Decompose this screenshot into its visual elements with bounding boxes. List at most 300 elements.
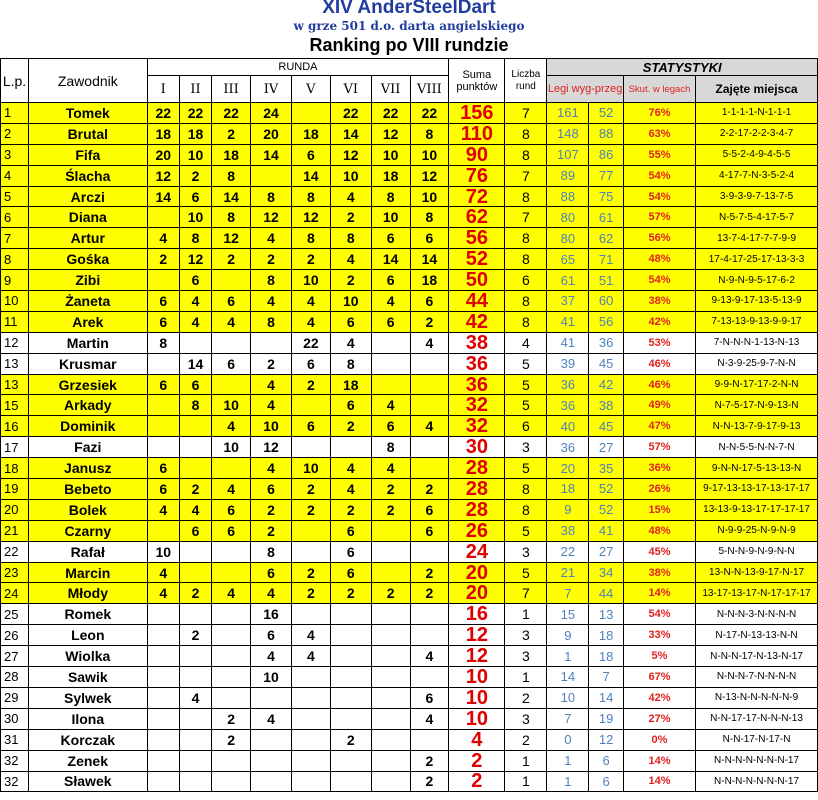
legs-efficiency: 27% bbox=[623, 708, 695, 729]
round-score-4: 8 bbox=[251, 270, 292, 291]
points-sum: 72 bbox=[449, 186, 505, 207]
round-score-2: 2 bbox=[179, 165, 211, 186]
round-score-4: 12 bbox=[251, 207, 292, 228]
round-score-3 bbox=[212, 562, 251, 583]
round-score-1: 14 bbox=[147, 186, 179, 207]
legs-won: 40 bbox=[547, 416, 589, 437]
round-score-7: 10 bbox=[371, 207, 410, 228]
round-score-3 bbox=[212, 667, 251, 688]
legs-won: 65 bbox=[547, 249, 589, 270]
round-score-4: 2 bbox=[251, 353, 292, 374]
points-sum: 56 bbox=[449, 228, 505, 249]
row-lp: 20 bbox=[1, 499, 29, 520]
round-score-3: 8 bbox=[212, 207, 251, 228]
round-score-8: 8 bbox=[410, 207, 449, 228]
round-score-4 bbox=[251, 165, 292, 186]
rounds-count: 3 bbox=[505, 541, 547, 562]
round-score-7 bbox=[371, 353, 410, 374]
round-score-3 bbox=[212, 332, 251, 353]
round-score-8: 2 bbox=[410, 479, 449, 500]
legs-won: 7 bbox=[547, 708, 589, 729]
legs-efficiency: 49% bbox=[623, 395, 695, 416]
round-score-6: 4 bbox=[330, 458, 371, 479]
legs-efficiency: 57% bbox=[623, 437, 695, 458]
round-score-6 bbox=[330, 708, 371, 729]
round-score-6: 2 bbox=[330, 499, 371, 520]
round-score-5: 8 bbox=[291, 228, 330, 249]
player-name: Janusz bbox=[29, 458, 148, 479]
player-name: Arkady bbox=[29, 395, 148, 416]
round-score-2: 10 bbox=[179, 207, 211, 228]
round-score-4: 10 bbox=[251, 667, 292, 688]
round-score-6 bbox=[330, 625, 371, 646]
table-row bbox=[1, 604, 818, 625]
row-lp: 7 bbox=[1, 228, 29, 249]
places-taken: N-N-N-7-N-N-N-N bbox=[696, 667, 818, 688]
points-sum: 42 bbox=[449, 311, 505, 332]
round-score-3: 18 bbox=[212, 144, 251, 165]
player-name: Krusmar bbox=[29, 353, 148, 374]
player-name: Tomek bbox=[29, 103, 148, 124]
round-score-7: 2 bbox=[371, 499, 410, 520]
round-score-5 bbox=[291, 541, 330, 562]
round-score-8: 2 bbox=[410, 583, 449, 604]
player-name: Korczak bbox=[29, 729, 148, 750]
table-row bbox=[1, 499, 818, 520]
rounds-count: 7 bbox=[505, 165, 547, 186]
round-score-3 bbox=[212, 374, 251, 395]
round-score-4: 6 bbox=[251, 562, 292, 583]
legs-efficiency: 42% bbox=[623, 687, 695, 708]
table-row bbox=[1, 708, 818, 729]
header-liczba-rund: Liczba rund bbox=[505, 59, 547, 103]
round-score-1 bbox=[147, 667, 179, 688]
places-taken: 2-2-17-2-2-3-4-7 bbox=[696, 123, 818, 144]
round-score-7: 18 bbox=[371, 165, 410, 186]
legs-won: 148 bbox=[547, 123, 589, 144]
places-taken: N-N-N-N-N-N-N-17 bbox=[696, 750, 818, 771]
table-row bbox=[1, 729, 818, 750]
round-score-2 bbox=[179, 750, 211, 771]
round-score-1: 22 bbox=[147, 103, 179, 124]
legs-won: 88 bbox=[547, 186, 589, 207]
round-score-1 bbox=[147, 395, 179, 416]
row-lp: 29 bbox=[1, 687, 29, 708]
rounds-count: 8 bbox=[505, 249, 547, 270]
places-taken: N-N-17-N-17-N bbox=[696, 729, 818, 750]
places-taken: N-N-N-3-N-N-N-N bbox=[696, 604, 818, 625]
places-taken: 5-N-N-9-N-9-N-N bbox=[696, 541, 818, 562]
rounds-count: 6 bbox=[505, 416, 547, 437]
round-score-4: 4 bbox=[251, 646, 292, 667]
row-lp: 2 bbox=[1, 123, 29, 144]
row-lp: 26 bbox=[1, 625, 29, 646]
table-row bbox=[1, 103, 818, 124]
round-score-5: 10 bbox=[291, 270, 330, 291]
round-score-5: 2 bbox=[291, 562, 330, 583]
table-row bbox=[1, 332, 818, 353]
ranking-body bbox=[1, 103, 818, 792]
round-score-3 bbox=[212, 604, 251, 625]
round-score-4: 12 bbox=[251, 437, 292, 458]
table-row bbox=[1, 311, 818, 332]
places-taken: 17-4-17-25-17-13-3-3 bbox=[696, 249, 818, 270]
round-score-2: 14 bbox=[179, 353, 211, 374]
row-lp: 3 bbox=[1, 144, 29, 165]
round-score-5: 4 bbox=[291, 291, 330, 312]
legs-won: 36 bbox=[547, 374, 589, 395]
legs-won: 1 bbox=[547, 646, 589, 667]
row-lp: 25 bbox=[1, 604, 29, 625]
rounds-count: 3 bbox=[505, 708, 547, 729]
round-score-3: 4 bbox=[212, 479, 251, 500]
round-score-8 bbox=[410, 729, 449, 750]
legs-efficiency: 42% bbox=[623, 311, 695, 332]
round-score-3: 4 bbox=[212, 583, 251, 604]
round-score-4 bbox=[251, 332, 292, 353]
round-score-7 bbox=[371, 520, 410, 541]
player-name: Zenek bbox=[29, 750, 148, 771]
places-taken: 4-17-7-N-3-5-2-4 bbox=[696, 165, 818, 186]
legs-efficiency: 14% bbox=[623, 583, 695, 604]
round-score-6: 2 bbox=[330, 583, 371, 604]
places-taken: 3-9-3-9-7-13-7-5 bbox=[696, 186, 818, 207]
round-score-1: 20 bbox=[147, 144, 179, 165]
round-score-6: 2 bbox=[330, 416, 371, 437]
rounds-count: 8 bbox=[505, 228, 547, 249]
header-lp: L.p. bbox=[1, 59, 29, 103]
round-score-3: 6 bbox=[212, 499, 251, 520]
round-score-7: 2 bbox=[371, 479, 410, 500]
table-row bbox=[1, 437, 818, 458]
table-row bbox=[1, 479, 818, 500]
legs-won: 38 bbox=[547, 520, 589, 541]
round-score-8: 6 bbox=[410, 499, 449, 520]
round-score-5: 12 bbox=[291, 207, 330, 228]
round-score-7 bbox=[371, 541, 410, 562]
round-score-7: 8 bbox=[371, 437, 410, 458]
round-score-5: 2 bbox=[291, 479, 330, 500]
header-zajete: Zajęte miejsca bbox=[696, 76, 818, 103]
table-row bbox=[1, 771, 818, 792]
round-score-2 bbox=[179, 729, 211, 750]
legs-won: 89 bbox=[547, 165, 589, 186]
round-score-3 bbox=[212, 771, 251, 792]
round-score-5 bbox=[291, 103, 330, 124]
round-score-6: 2 bbox=[330, 207, 371, 228]
round-score-7: 2 bbox=[371, 583, 410, 604]
legs-won: 1 bbox=[547, 750, 589, 771]
rounds-count: 8 bbox=[505, 186, 547, 207]
points-sum: 2 bbox=[449, 771, 505, 792]
legs-won: 7 bbox=[547, 583, 589, 604]
player-name: Młody bbox=[29, 583, 148, 604]
row-lp: 4 bbox=[1, 165, 29, 186]
rounds-count: 3 bbox=[505, 625, 547, 646]
row-lp: 21 bbox=[1, 520, 29, 541]
rounds-count: 1 bbox=[505, 750, 547, 771]
places-taken: 13-7-4-17-7-7-9-9 bbox=[696, 228, 818, 249]
round-score-6 bbox=[330, 771, 371, 792]
header-legi: Legi wyg-przeg bbox=[547, 76, 624, 103]
round-score-2 bbox=[179, 458, 211, 479]
rounds-count: 8 bbox=[505, 144, 547, 165]
round-score-3 bbox=[212, 270, 251, 291]
points-sum: 110 bbox=[449, 123, 505, 144]
round-score-7 bbox=[371, 687, 410, 708]
legs-won: 36 bbox=[547, 437, 589, 458]
points-sum: 10 bbox=[449, 708, 505, 729]
round-score-6: 6 bbox=[330, 562, 371, 583]
legs-lost: 60 bbox=[589, 291, 623, 312]
round-score-3: 6 bbox=[212, 520, 251, 541]
player-name: Czarny bbox=[29, 520, 148, 541]
round-score-5: 2 bbox=[291, 249, 330, 270]
round-score-7: 4 bbox=[371, 458, 410, 479]
table-row bbox=[1, 520, 818, 541]
round-score-3: 10 bbox=[212, 437, 251, 458]
round-score-6: 8 bbox=[330, 353, 371, 374]
round-score-6: 12 bbox=[330, 144, 371, 165]
table-row bbox=[1, 541, 818, 562]
legs-lost: 6 bbox=[589, 750, 623, 771]
round-score-1 bbox=[147, 729, 179, 750]
table-row bbox=[1, 646, 818, 667]
legs-lost: 41 bbox=[589, 520, 623, 541]
places-taken: N-3-9-25-9-7-N-N bbox=[696, 353, 818, 374]
points-sum: 4 bbox=[449, 729, 505, 750]
legs-won: 10 bbox=[547, 687, 589, 708]
legs-won: 0 bbox=[547, 729, 589, 750]
round-score-4: 10 bbox=[251, 416, 292, 437]
legs-lost: 27 bbox=[589, 437, 623, 458]
round-score-1: 6 bbox=[147, 311, 179, 332]
round-score-2: 12 bbox=[179, 249, 211, 270]
round-score-3: 2 bbox=[212, 249, 251, 270]
round-score-7: 6 bbox=[371, 311, 410, 332]
legs-efficiency: 45% bbox=[623, 541, 695, 562]
legs-won: 21 bbox=[547, 562, 589, 583]
table-row bbox=[1, 207, 818, 228]
round-score-1: 4 bbox=[147, 499, 179, 520]
round-score-3 bbox=[212, 458, 251, 479]
round-score-2: 2 bbox=[179, 625, 211, 646]
places-taken: 7-13-13-9-13-9-9-17 bbox=[696, 311, 818, 332]
round-score-7 bbox=[371, 562, 410, 583]
round-score-4: 4 bbox=[251, 374, 292, 395]
row-lp: 5 bbox=[1, 186, 29, 207]
places-taken: 1-1-1-1-N-1-1-1 bbox=[696, 103, 818, 124]
table-row bbox=[1, 562, 818, 583]
round-score-2: 8 bbox=[179, 228, 211, 249]
round-score-7: 8 bbox=[371, 186, 410, 207]
rounds-count: 8 bbox=[505, 291, 547, 312]
round-score-6 bbox=[330, 687, 371, 708]
points-sum: 44 bbox=[449, 291, 505, 312]
round-score-6: 4 bbox=[330, 186, 371, 207]
round-score-3 bbox=[212, 541, 251, 562]
rounds-count: 6 bbox=[505, 270, 547, 291]
round-score-7: 4 bbox=[371, 291, 410, 312]
round-score-1: 4 bbox=[147, 562, 179, 583]
row-lp: 31 bbox=[1, 729, 29, 750]
round-score-2 bbox=[179, 416, 211, 437]
round-score-5 bbox=[291, 520, 330, 541]
legs-won: 18 bbox=[547, 479, 589, 500]
player-name: Zibi bbox=[29, 270, 148, 291]
points-sum: 76 bbox=[449, 165, 505, 186]
round-score-3 bbox=[212, 625, 251, 646]
rounds-count: 5 bbox=[505, 353, 547, 374]
round-score-5 bbox=[291, 395, 330, 416]
round-score-5 bbox=[291, 708, 330, 729]
round-score-1: 6 bbox=[147, 479, 179, 500]
round-score-2 bbox=[179, 332, 211, 353]
row-lp: 28 bbox=[1, 667, 29, 688]
places-taken: N-N-17-17-N-N-N-13 bbox=[696, 708, 818, 729]
round-score-8 bbox=[410, 604, 449, 625]
round-score-4: 8 bbox=[251, 311, 292, 332]
round-score-2: 4 bbox=[179, 311, 211, 332]
row-lp: 6 bbox=[1, 207, 29, 228]
row-lp: 24 bbox=[1, 583, 29, 604]
round-score-2 bbox=[179, 541, 211, 562]
round-score-7 bbox=[371, 750, 410, 771]
rounds-count: 8 bbox=[505, 123, 547, 144]
round-score-1 bbox=[147, 353, 179, 374]
round-score-3: 6 bbox=[212, 353, 251, 374]
round-score-8: 4 bbox=[410, 708, 449, 729]
legs-efficiency: 76% bbox=[623, 103, 695, 124]
rounds-count: 8 bbox=[505, 311, 547, 332]
points-sum: 32 bbox=[449, 416, 505, 437]
player-name: Sylwek bbox=[29, 687, 148, 708]
player-name: Leon bbox=[29, 625, 148, 646]
player-name: Arek bbox=[29, 311, 148, 332]
round-score-8: 10 bbox=[410, 144, 449, 165]
row-lp: 9 bbox=[1, 270, 29, 291]
legs-lost: 62 bbox=[589, 228, 623, 249]
points-sum: 16 bbox=[449, 604, 505, 625]
round-score-8: 12 bbox=[410, 165, 449, 186]
rounds-count: 5 bbox=[505, 374, 547, 395]
round-score-3: 22 bbox=[212, 103, 251, 124]
round-score-7 bbox=[371, 771, 410, 792]
round-score-1: 2 bbox=[147, 249, 179, 270]
places-taken: 5-5-2-4-9-4-5-5 bbox=[696, 144, 818, 165]
table-row bbox=[1, 458, 818, 479]
row-lp: 30 bbox=[1, 708, 29, 729]
round-score-7 bbox=[371, 604, 410, 625]
round-score-1: 4 bbox=[147, 228, 179, 249]
round-score-5: 2 bbox=[291, 583, 330, 604]
legs-won: 41 bbox=[547, 332, 589, 353]
legs-lost: 34 bbox=[589, 562, 623, 583]
row-lp: 18 bbox=[1, 458, 29, 479]
round-score-7: 12 bbox=[371, 123, 410, 144]
round-score-2: 10 bbox=[179, 144, 211, 165]
rounds-count: 3 bbox=[505, 646, 547, 667]
round-score-7: 10 bbox=[371, 144, 410, 165]
header-round-7: VII bbox=[371, 76, 410, 103]
player-name: Arczi bbox=[29, 186, 148, 207]
round-score-3 bbox=[212, 646, 251, 667]
table-row bbox=[1, 583, 818, 604]
round-score-3: 4 bbox=[212, 416, 251, 437]
row-lp: 17 bbox=[1, 437, 29, 458]
round-score-2: 4 bbox=[179, 687, 211, 708]
legs-efficiency: 55% bbox=[623, 144, 695, 165]
round-score-3: 4 bbox=[212, 311, 251, 332]
points-sum: 10 bbox=[449, 687, 505, 708]
legs-lost: 52 bbox=[589, 499, 623, 520]
legs-lost: 27 bbox=[589, 541, 623, 562]
round-score-1: 6 bbox=[147, 291, 179, 312]
round-score-7 bbox=[371, 374, 410, 395]
round-score-1 bbox=[147, 625, 179, 646]
header-runda: RUNDA bbox=[147, 59, 449, 76]
rounds-count: 5 bbox=[505, 458, 547, 479]
player-name: Romek bbox=[29, 604, 148, 625]
places-taken: 9-13-9-17-13-5-13-9 bbox=[696, 291, 818, 312]
table-row bbox=[1, 667, 818, 688]
points-sum: 10 bbox=[449, 667, 505, 688]
round-score-4: 8 bbox=[251, 186, 292, 207]
round-score-1 bbox=[147, 708, 179, 729]
round-score-4: 6 bbox=[251, 625, 292, 646]
row-lp: 32 bbox=[1, 771, 29, 792]
round-score-5: 4 bbox=[291, 311, 330, 332]
round-score-2: 6 bbox=[179, 520, 211, 541]
legs-lost: 12 bbox=[589, 729, 623, 750]
row-lp: 23 bbox=[1, 562, 29, 583]
round-score-7: 6 bbox=[371, 416, 410, 437]
places-taken: N-17-N-13-13-N-N bbox=[696, 625, 818, 646]
row-lp: 13 bbox=[1, 353, 29, 374]
round-score-6: 22 bbox=[330, 103, 371, 124]
player-name: Brutal bbox=[29, 123, 148, 144]
legs-lost: 7 bbox=[589, 667, 623, 688]
round-score-1 bbox=[147, 687, 179, 708]
round-score-6 bbox=[330, 667, 371, 688]
round-score-8: 18 bbox=[410, 270, 449, 291]
round-score-6 bbox=[330, 646, 371, 667]
player-name: Fazi bbox=[29, 437, 148, 458]
page-title: XIV AnderSteelDart bbox=[322, 0, 496, 18]
round-score-3: 2 bbox=[212, 708, 251, 729]
round-score-4: 24 bbox=[251, 103, 292, 124]
round-score-8 bbox=[410, 667, 449, 688]
points-sum: 2 bbox=[449, 750, 505, 771]
places-taken: N-N-N-N-N-N-N-17 bbox=[696, 771, 818, 792]
rounds-count: 1 bbox=[505, 604, 547, 625]
round-score-1 bbox=[147, 416, 179, 437]
legs-efficiency: 46% bbox=[623, 353, 695, 374]
legs-lost: 77 bbox=[589, 165, 623, 186]
round-score-8 bbox=[410, 458, 449, 479]
round-score-8 bbox=[410, 353, 449, 374]
row-lp: 12 bbox=[1, 332, 29, 353]
row-lp: 1 bbox=[1, 103, 29, 124]
legs-won: 80 bbox=[547, 228, 589, 249]
table-row bbox=[1, 374, 818, 395]
places-taken: 13-17-13-17-N-17-17-17 bbox=[696, 583, 818, 604]
round-score-5 bbox=[291, 729, 330, 750]
player-name: Diana bbox=[29, 207, 148, 228]
header-round-5: V bbox=[291, 76, 330, 103]
round-score-2 bbox=[179, 437, 211, 458]
round-score-1 bbox=[147, 771, 179, 792]
